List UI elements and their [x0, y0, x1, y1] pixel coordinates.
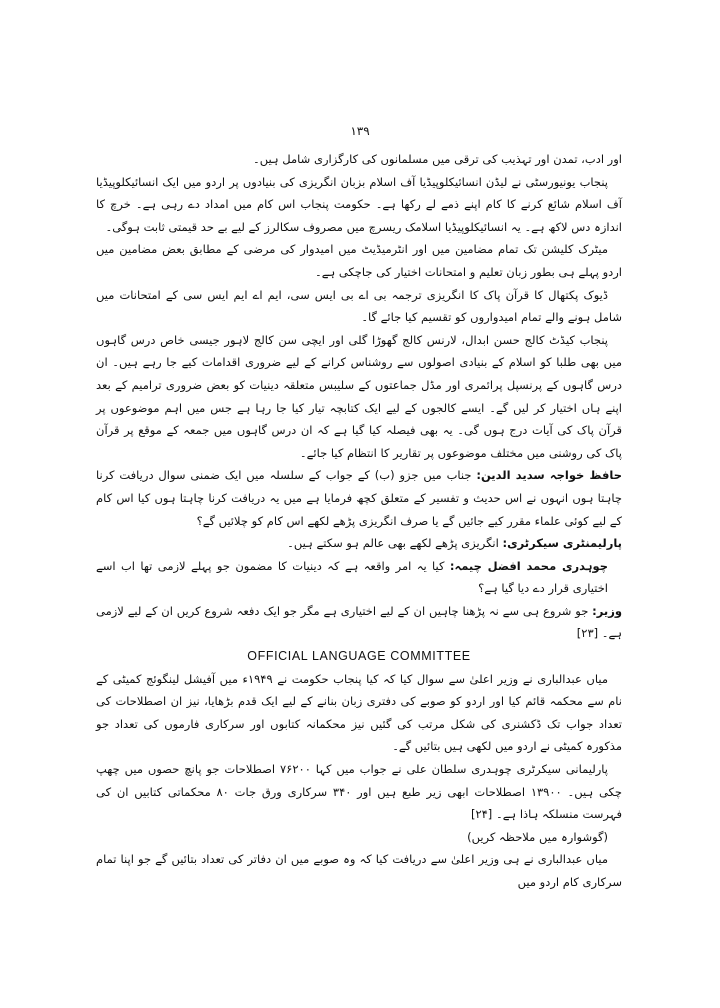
speaker-text: جناب میں جزو (ب) کے جواب کے سلسلہ میں ایک ضمنی سوال دریافت کرنا چاہتا ہوں انہوں نے اس حدیث و تفسیر کے متعلق کچھ فرمایا ہے میں یہ دریافت کرنا چاہتا ہوں کیا اس کام کے لیے کوئی علماء مقرر کیے جائیں گے یا صرف انگریزی پڑھے لکھے اس کام کو چلائیں گے؟: [96, 468, 622, 528]
qa-item-1: [96, 464, 622, 532]
paragraph-4: ڈیوک پکتھال کا قرآن پاک کا انگریزی ترجمہ بی اے بی ایس سی، ایم اے ایم ایس سی کے امتحانات میں شامل ہونے والے تمام امیدواروں کو تقسیم کیا جائے گا۔: [96, 287, 622, 325]
paragraph-3: میٹرک کلیشن تک تمام مضامین میں اور انٹرمیڈیٹ میں امیدوار کی مرضی کے مطابق بعض مضامین میں اردو پہلے ہی بطور زبان تعلیم و امتحانات اختیار کی جاچکی ہے۔: [96, 242, 622, 279]
paragraph-5: پنجاب کیڈٹ کالج حسن ابدال، لارنس کالج گھوڑا گلی اور ایچی سن کالج لاہور جیسی خاص درس گاہوں میں بھی طلبا کو اسلام کے بنیادی اصولوں سے روشناس کرانے کے لیے ضروری اقدامات کیے جا رہے ہیں۔ ان درس گاہوں کے پرنسپل پرائمری اور مڈل جماعتوں کے سلیبس متعلقہ دینیات کو بعض ضروری ترامیم کے بعد اپنے ہاں اختیار کر لیں گے۔ ایسے کالجوں کے لیے ایک کتابچہ تیار کیا جا رہا ہے جس میں اہم موضوعوں پر قرآن پاک کی آیات درج ہوں گی۔ یہ بھی فیصلہ کیا گیا ہے کہ ان درس گاہوں میں جمعہ کے موقع پر قرآن پاک کی روشنی میں مختلف موضوعوں پر تقاریر کا انتظام کیا جائے۔: [96, 332, 622, 460]
speaker-name: وزیر:: [592, 603, 622, 618]
paragraph-7: [96, 758, 622, 826]
speaker-text: جو شروع ہی سے نہ پڑھنا چاہیں ان کے لیے اختیاری ہے مگر جو ایک دفعہ شروع کریں ان کے لیے لازمی ہے۔: [96, 603, 622, 641]
speaker-name: چوہدری محمد افضل چیمہ:: [449, 558, 608, 573]
speaker-text: کیا یہ امر واقعہ ہے کہ دینیات کا مضمون جو پہلے لازمی تھا اب اسے اختیاری قرار دے دیا گیا ہے؟: [96, 558, 608, 596]
paragraph-2: پنجاب یونیورسٹی نے لیڈن انسائیکلوپیڈیا آف اسلام بزبان انگریزی کی بنیادوں پر اردو میں ایک انسائیکلوپیڈیا آف اسلام شائع کرنے کا کام اپنے ذمے لے رکھا ہے۔ حکومت پنجاب اس کام میں امداد دے رہی ہے۔ خرچ کا اندازہ دس لاکھ ہے۔ یہ انسائیکلوپیڈیا اسلامک ریسرچ میں مصروف سکالرز کے لیے بے حد قیمتی ثابت ہوگی۔: [96, 174, 622, 234]
speaker-text: انگریزی پڑھے لکھے بھی عالم ہو سکتے ہیں۔: [287, 536, 499, 551]
qa-item-4: [96, 600, 622, 645]
footnote-ref: [۲۳]: [576, 626, 599, 641]
paragraph-1: اور ادب، تمدن اور تہذیب کی ترقی میں مسلمانوں کی کارگزاری شامل ہیں۔: [252, 152, 622, 166]
footnote-ref: [۲۴]: [470, 807, 493, 822]
paragraph-7-text: پارلیمانی سیکرٹری چوہدری سلطان علی نے جواب میں کہا ۷۶۲۰۰ اصطلاحات جو پانچ حصوں میں چھپ چکی ہیں۔ ۱۳۹۰۰ اصطلاحات ابھی زیر طبع ہیں اور ۳۴۰ سرکاری ورق جات ۸۰ محکماتی کتابیں ان کی فہرست منسلکہ ہاذا ہے۔: [96, 762, 622, 822]
paragraph-9: میاں عبدالباری نے ہی وزیر اعلیٰ سے دریافت کیا کہ وہ صوبے میں ان دفاتر کی تعداد بتائیں گے جو اپنا تمام سرکاری کام اردو میں: [96, 852, 622, 889]
page-number: ۱۳۹: [350, 124, 370, 138]
qa-item-2: [96, 532, 622, 555]
section-heading: OFFICIAL LANGUAGE COMMITTEE: [247, 649, 471, 664]
paragraph-6: میاں عبدالباری نے وزیر اعلیٰ سے سوال کیا کہ کیا پنجاب حکومت نے ۱۹۴۹ء میں آفیشل لینگوئج کمیٹی کے نام سے محکمہ قائم کیا اور اردو کو صوبے کی دفتری زبان بنانے کے لیے ایک قدم بڑھایا، نیز ان اصطلاحات کی تعداد جواب تک ڈکشنری کی شکل مرتب کی گئیں نیز محکمانہ کتابوں اور سرکاری فارموں کی تعداد جو مذکورہ کمیٹی نے اردو میں لکھی ہیں بتائیں گے۔: [96, 671, 622, 754]
speaker-name: پارلیمنٹری سیکرٹری:: [502, 536, 622, 551]
paragraph-8: (گوشوارہ میں ملاحظہ کریں): [467, 829, 608, 844]
speaker-name: حافظ خواجہ سدید الدین:: [476, 468, 623, 483]
body-text: [96, 148, 622, 894]
qa-item-3: [96, 555, 622, 600]
